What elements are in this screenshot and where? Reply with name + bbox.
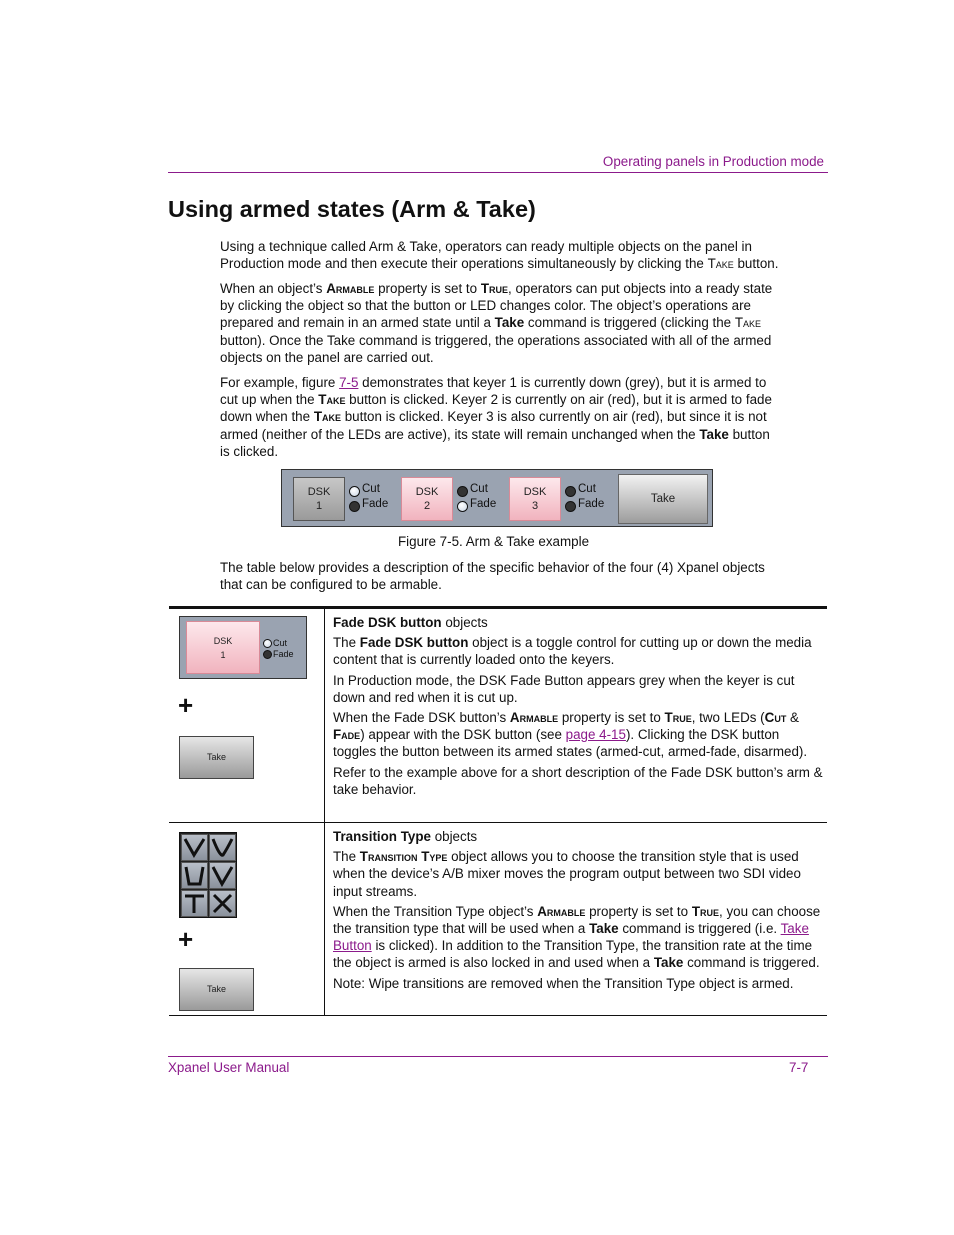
paragraph-intro: Using a technique called Arm & Take, operators can ready multiple objects on the panel in Production mode and then execute their operations simultaneously by clicking the Take button. [220, 239, 779, 272]
running-header: Operating panels in Production mode [602, 154, 824, 169]
transition-t-icon [181, 890, 208, 917]
footer-rule [168, 1056, 828, 1057]
mini-fade-label: Fade [273, 649, 294, 659]
mini-fade-led [263, 650, 272, 659]
fade-led-3 [565, 501, 576, 512]
paragraph-armable: When an object’s Armable property is set to True, operators can put objects into a ready state by clicking the object so that the button or LED changes color. The object’s operations are prepared and remain in an armed state until a Take command is triggered (clicking the Take button). Once the Take command is triggered, the operations associated with all of the armed objects on the panel are carried out. [220, 281, 773, 365]
cut-label-1: Cut [362, 483, 380, 495]
dsk-button-3[interactable]: DSK 3 [509, 477, 561, 521]
cut-led-1 [349, 486, 360, 497]
cut-led-3 [565, 486, 576, 497]
footer-manual-title: Xpanel User Manual [168, 1060, 290, 1075]
mini-take-button-2: Take [179, 968, 254, 1011]
plus-sign-1: + [178, 690, 194, 720]
table-row-rule [169, 822, 827, 823]
plus-sign-2: + [178, 924, 194, 954]
mini-cut-label: Cut [273, 638, 288, 648]
header-rule [168, 172, 828, 173]
figure-caption: Figure 7-5. Arm & Take example [398, 534, 590, 549]
transition-x-icon [209, 890, 236, 917]
page-4-15-link[interactable]: page 4-15 [565, 727, 626, 743]
table-top-rule [169, 606, 827, 609]
mini-cut-led [263, 639, 272, 648]
paragraph-table-intro: The table below provides a description of the specific behavior of the four (4) Xpanel objects that can be configured to be armable. [220, 560, 765, 593]
fade-dsk-description: Fade DSK button objects The Fade DSK button object is a toggle control for cutting up or down the media content that is currently loaded onto the keyers. In Production mode, the DSK Fade Button appears grey when the keyer is cut down and red when it is cut up. When the Fade DSK button’s Armable property is set to True, two LEDs (Cut & Fade) appear with the DSK button (see page 4-15). Clicking the DSK button toggles the button between its armed states (armed-cut, armed-fade, disarmed). Refer to the example above for a short description of the Fade DSK button’s arm & take behavior. [333, 615, 823, 797]
fade-dsk-object-image [179, 616, 307, 679]
page-title: Using armed states (Arm & Take) [168, 196, 536, 222]
fade-label-1: Fade [362, 498, 389, 510]
paragraph-example: For example, figure 7-5 demonstrates that keyer 1 is currently down (grey), but it is armed to cut up when the Take button is clicked. Keyer 2 is currently on air (red), but it is armed to fade down when the Take button is clicked. Keyer 3 is also currently on air (red), but since it is not armed (neither of the LEDs are active), its state will remain unchanged when the Take button is clicked. [220, 375, 772, 459]
take-button-link[interactable]: Take Button [333, 921, 809, 954]
cut-label-3: Cut [578, 483, 596, 495]
table-column-rule [324, 609, 325, 1016]
table-bottom-rule [169, 1015, 827, 1016]
mini-dsk-button: DSK 1 [186, 621, 260, 674]
fade-label-2: Fade [470, 498, 497, 510]
cut-label-2: Cut [470, 483, 488, 495]
transition-v-icon [181, 834, 208, 861]
transition-u-icon [181, 862, 208, 889]
arm-take-figure [281, 469, 713, 527]
transition-type-description: Transition Type objects The Transition Type object allows you to choose the transition style that is used when the device’s A/B mixer moves the program output between two SDI video input streams. When the Transition Type object’s Armable property is set to True, you can choose the transition type that will be used when a Take command is triggered (i.e. Take Button is clicked). In addition to the Transition Type, the transition rate at the time the object is armed is also locked in and used when a Take command is triggered. Note: Wipe transitions are removed when the Transition Type object is armed. [333, 829, 821, 991]
page-number: 7-7 [789, 1060, 809, 1075]
transition-wide-v-icon [209, 862, 236, 889]
cut-led-2 [457, 486, 468, 497]
figure-link[interactable]: 7-5 [339, 375, 359, 390]
dsk-button-1[interactable]: DSK 1 [293, 477, 345, 521]
transition-type-object-image [179, 832, 237, 918]
transition-curve-icon [209, 834, 236, 861]
fade-led-2 [457, 501, 468, 512]
mini-take-button-1: Take [179, 736, 254, 779]
dsk-button-2[interactable]: DSK 2 [401, 477, 453, 521]
fade-led-1 [349, 501, 360, 512]
take-button[interactable]: Take [618, 474, 708, 524]
fade-label-3: Fade [578, 498, 605, 510]
